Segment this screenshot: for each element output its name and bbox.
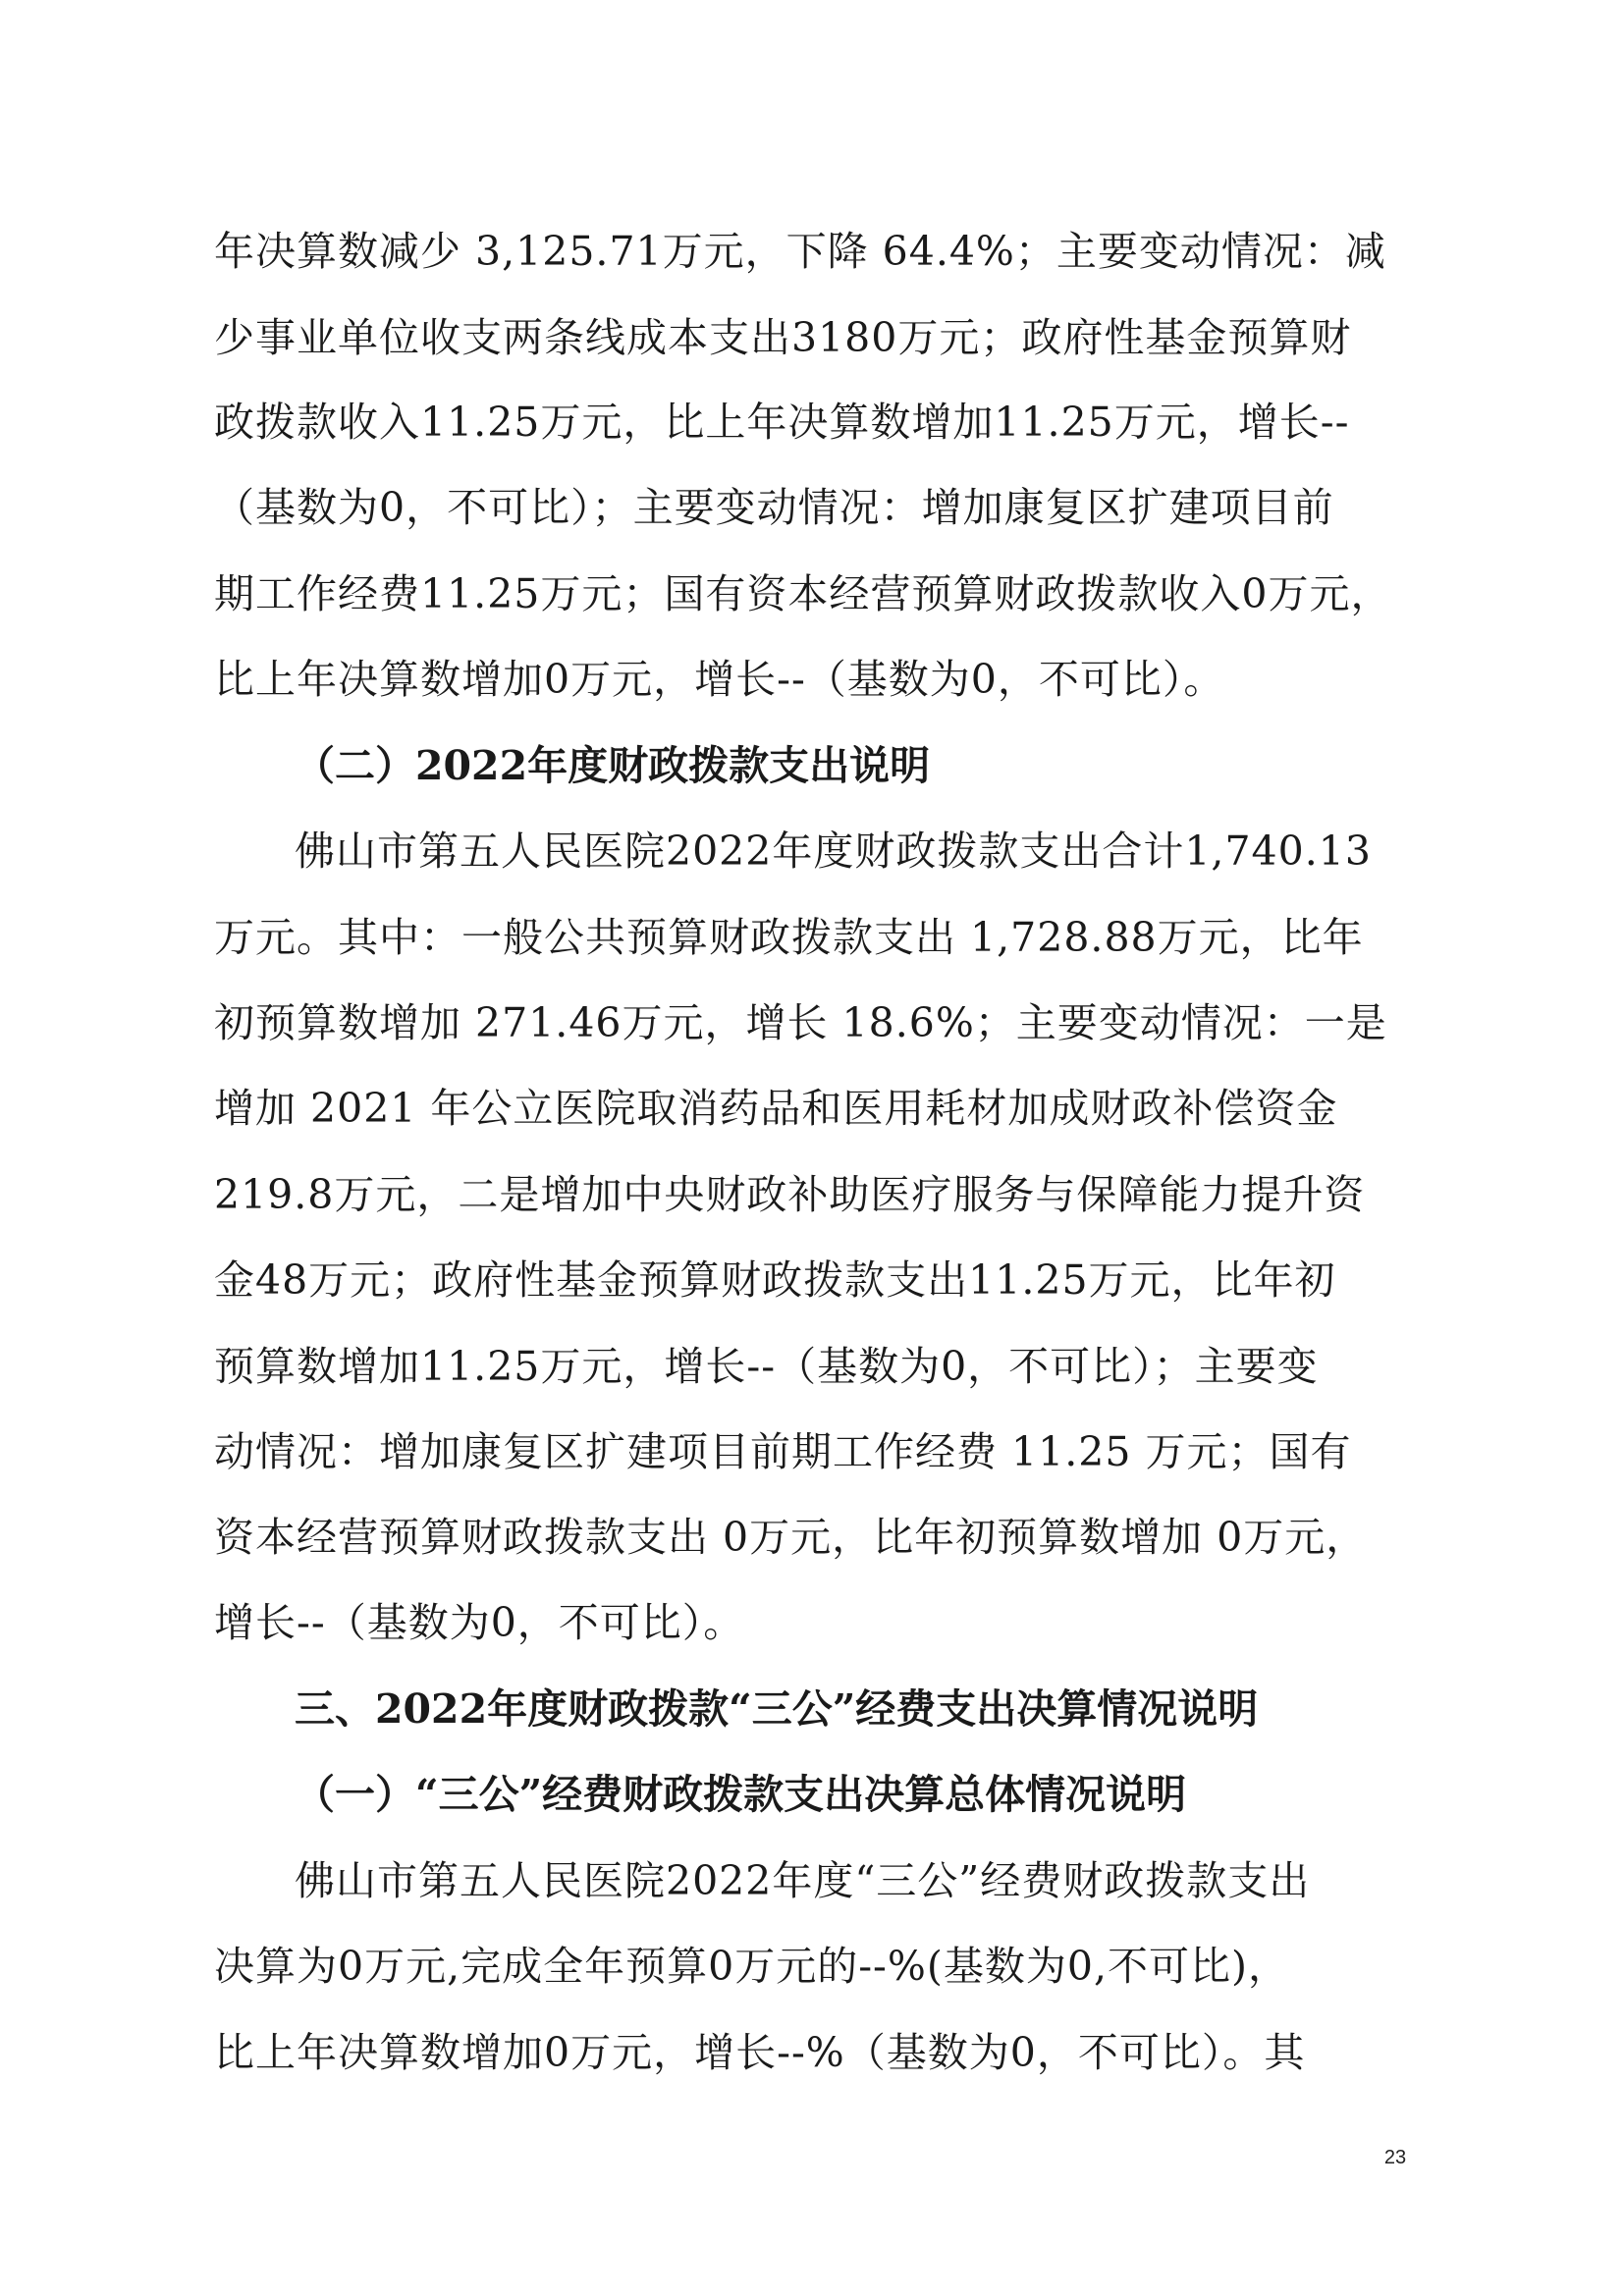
text-line: 万元。其中：一般公共预算财政拨款支出 1,728.88万元，比年 bbox=[214, 914, 1364, 961]
text-line: 佛山市第五人民医院2022年度“三公”经费财政拨款支出 bbox=[295, 1857, 1311, 1904]
text-line: 金48万元；政府性基金预算财政拨款支出11.25万元，比年初 bbox=[214, 1256, 1336, 1304]
text-line: 初预算数增加 271.46万元，增长 18.6%；主要变动情况：一是 bbox=[214, 999, 1387, 1046]
text-line: 少事业单位收支两条线成本支出3180万元；政府性基金预算财 bbox=[214, 314, 1352, 361]
text-line: 佛山市第五人民医院2022年度财政拨款支出合计1,740.13 bbox=[295, 828, 1372, 875]
text-line: 政拨款收入11.25万元，比上年决算数增加11.25万元，增长-- bbox=[214, 399, 1350, 446]
chapter-heading: 三、2022年度财政拨款“三公”经费支出决算情况说明 bbox=[295, 1685, 1259, 1733]
text-line: 增长--（基数为0，不可比）。 bbox=[214, 1599, 745, 1646]
text-line: 比上年决算数增加0万元，增长--%（基数为0，不可比）。其 bbox=[214, 2029, 1306, 2076]
text-line: 增加 2021 年公立医院取消药品和医用耗材加成财政补偿资金 bbox=[214, 1085, 1338, 1132]
text-line: 资本经营预算财政拨款支出 0万元，比年初预算数增加 0万元， bbox=[214, 1514, 1368, 1561]
text-line: 预算数增加11.25万元，增长--（基数为0，不可比）；主要变 bbox=[214, 1343, 1319, 1390]
text-line: 比上年决算数增加0万元，增长--（基数为0，不可比）。 bbox=[214, 656, 1225, 703]
text-line: 动情况：增加康复区扩建项目前期工作经费 11.25 万元；国有 bbox=[214, 1428, 1352, 1475]
text-line: 年决算数减少 3,125.71万元，下降 64.4%；主要变动情况：减 bbox=[214, 228, 1386, 275]
text-line: 219.8万元，二是增加中央财政补助医疗服务与保障能力提升资 bbox=[214, 1171, 1366, 1218]
text-line: （基数为0，不可比）；主要变动情况：增加康复区扩建项目前 bbox=[214, 484, 1334, 531]
text-line: 决算为0万元,完成全年预算0万元的--%(基数为0,不可比)， bbox=[214, 1943, 1289, 1990]
text-line: 期工作经费11.25万元；国有资本经营预算财政拨款收入0万元， bbox=[214, 570, 1392, 617]
page-number: 23 bbox=[1383, 2147, 1407, 2168]
section-heading: （二）2022年度财政拨款支出说明 bbox=[295, 742, 931, 789]
section-heading: （一）“三公”经费财政拨款支出决算总体情况说明 bbox=[295, 1771, 1187, 1818]
